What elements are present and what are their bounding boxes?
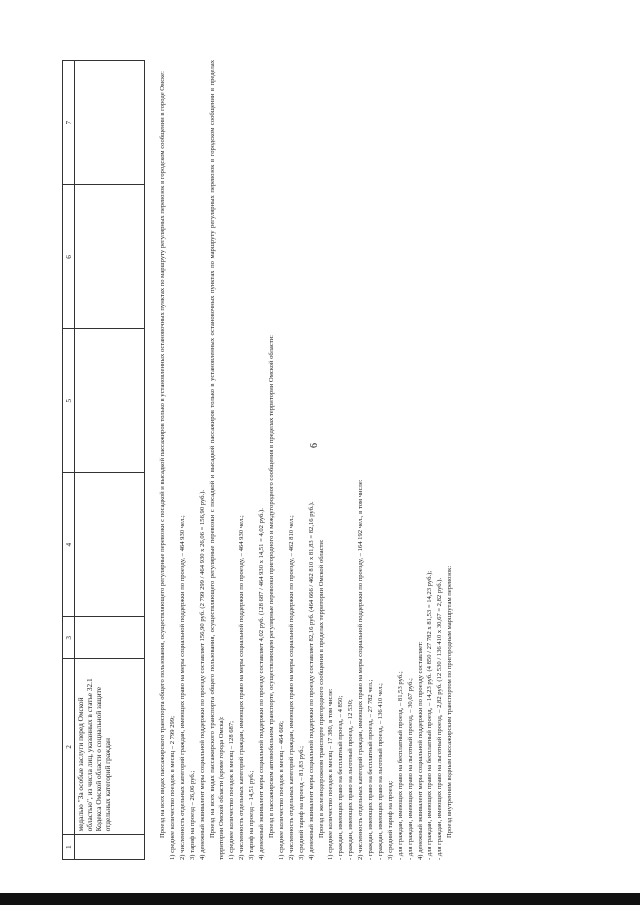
paragraph: Проезд на всех видах пассажирского транспорта общего пользования, осуществляющего регулярные перевозки с посадкой и высадкой пассажиров только в установленных остановочных пунктах по маршруту регулярных перевозок в городском сообщении в городе Омске: bbox=[159, 71, 166, 838]
paragraph: Проезд на всех видах пассажирского транспорта общего пользования, осуществляющего регулярные перевозки с посадкой и высадкой пассажиров только в установленных остановочных пунктах по маршруту регулярных перевозок в городском сообщении в пределах территории Омской области (кроме города Омска): bbox=[208, 60, 226, 860]
list-item: 2) численность отдельных категорий граждан, имеющих право на меры социальной поддержки по проезду, – 464 930 чел.; bbox=[238, 515, 246, 860]
list-item: 1) среднее количество поездок в месяц – 17 380, в том числе: bbox=[327, 688, 335, 860]
list-item: 4) денежный эквивалент меры социальной поддержки по проезду составляет: bbox=[416, 641, 424, 860]
table-cell bbox=[75, 61, 145, 185]
table-cell bbox=[75, 617, 145, 659]
list-item: - граждан, имеющих право на бесплатный проезд, – 4 850; bbox=[337, 695, 345, 860]
list-item: - граждан, имеющих право на льготный проезд, – 12 530; bbox=[347, 699, 355, 860]
col-number-1: 1 bbox=[63, 835, 75, 860]
list-item: 1) среднее количество поездок в месяц – 128 687; bbox=[228, 721, 236, 860]
continuation-table bbox=[62, 60, 145, 860]
col-number-4: 4 bbox=[63, 473, 75, 617]
paragraph: Проезд в пассажирском автомобильном транспорте, осуществляющем регулярные перевозки пригородного и междугородного сообщения в пределах территории Омской области: bbox=[267, 334, 275, 838]
table-row bbox=[75, 61, 145, 860]
list-item: - для граждан, имеющих право на бесплатный проезд, – 14,23 руб. (4 850 / 27 782 x 81,53 = 14,23 руб.); bbox=[426, 570, 434, 860]
col-number-3: 3 bbox=[63, 617, 75, 659]
col-number-6: 6 bbox=[63, 185, 75, 329]
list-item: - для граждан, имеющих право на льготный проезд, – 2,82 руб. (12 530 / 136 410 x 30,67 = 2,82 руб.). bbox=[436, 577, 444, 860]
list-item: - граждан, имеющих право на бесплатный проезд, – 27 782 чел.; bbox=[367, 679, 375, 860]
paragraph: Проезд внутренним водным пассажирским транспортом по пригородным маршрутам перевозок: bbox=[446, 565, 454, 838]
list-item: 3) средний тариф на проезд: bbox=[386, 780, 394, 860]
rotated-page-content bbox=[62, 60, 582, 860]
table-cell bbox=[75, 185, 145, 329]
paragraph: Проезд в железнодорожном транспорте пригородного сообщения в пределах территории Омской области: bbox=[317, 539, 325, 838]
list-item: 4) денежный эквивалент меры социальной поддержки по проезду составляет 4,02 руб. (128 687 / 464 930 x 14,51 = 4,02 руб.). bbox=[258, 508, 266, 860]
list-item: 1) среднее количество поездок в месяц – 2 799 299; bbox=[168, 716, 176, 860]
list-item: 4) денежный эквивалент меры социальной поддержки по проезду составляет 82,16 руб. (464 666 / 462 810 x 81,83 = 82,16 руб.). bbox=[307, 501, 315, 860]
table-cell-text: медалью "За особые заслуги перед Омской областью", из числа лиц, указанных в статье 32.1 Кодекса Омской области о социальной защите отдельных категорий граждан bbox=[75, 659, 145, 835]
list-item: 2) численность отдельных категорий граждан, имеющих право на меры социальной поддержки по проезду, – 164 192 чел., в том числе: bbox=[357, 479, 365, 860]
list-item: 3) средний тариф на проезд – 81,83 руб.; bbox=[297, 746, 305, 860]
list-item: - для граждан, имеющих право на льготный проезд, – 30,67 руб.; bbox=[406, 678, 414, 860]
list-item: 3) тариф на проезд – 14,51 руб.; bbox=[248, 770, 256, 860]
body-text bbox=[158, 60, 455, 860]
list-item: 2) численность отдельных категорий граждан, имеющих право на меры социальной поддержки по проезду, – 462 810 чел.; bbox=[287, 515, 295, 860]
list-item: 2) численность отдельных категорий граждан, имеющих право на меры социальной поддержки по проезду, – 464 930 чел.; bbox=[178, 515, 186, 860]
table-cell bbox=[75, 835, 145, 860]
table-header-row bbox=[63, 61, 75, 860]
col-number-5: 5 bbox=[63, 329, 75, 473]
list-item: - для граждан, имеющих право на бесплатный проезд, – 81,53 руб.; bbox=[396, 671, 404, 860]
list-item: 4) денежный эквивалент меры социальной поддержки по проезду составляет 156,90 руб. (2 799 299 / 464 930 x 26,06 = 156,90 руб.). bbox=[198, 489, 206, 860]
scan-border bbox=[0, 893, 640, 905]
table-cell bbox=[75, 329, 145, 473]
page-number: 6 bbox=[309, 443, 320, 448]
list-item: - граждан, имеющих право на льготный проезд, – 136 410 чел.; bbox=[376, 683, 384, 860]
col-number-7: 7 bbox=[63, 61, 75, 185]
list-item: 3) тариф на проезд – 26,06 руб.; bbox=[188, 770, 196, 860]
col-number-2: 2 bbox=[63, 659, 75, 835]
table-cell bbox=[75, 473, 145, 617]
list-item: 1) среднее количество поездок в месяц – 464 666; bbox=[277, 721, 285, 860]
